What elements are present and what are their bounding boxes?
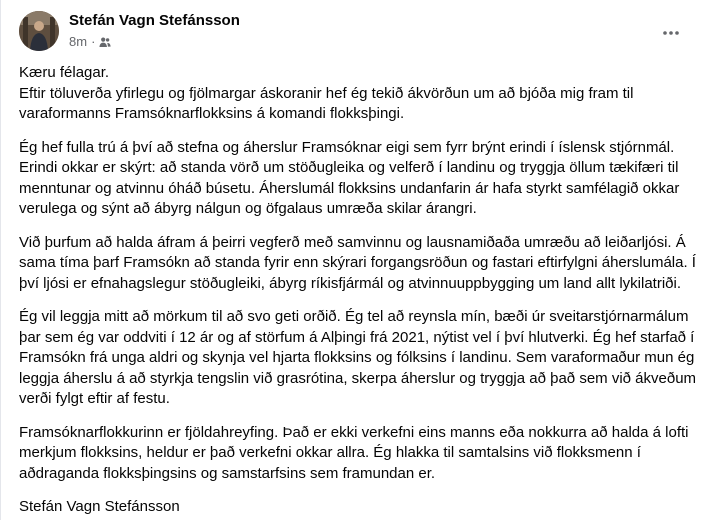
meta-separator: · — [91, 34, 96, 49]
avatar-photo — [19, 11, 59, 51]
more-options-icon — [661, 23, 681, 43]
post-header — [19, 11, 699, 55]
author-name[interactable]: Stefán Vagn Stefánsson — [69, 12, 240, 29]
post-paragraph: Kæru félagar. Eftir töluverða yfirlegu og fjölmargar áskoranir hef ég tekið ákvörðun um að bjóða mig fram til varaformanns Framsóknarflokksins á komandi flokksþingi. — [19, 64, 634, 122]
post-text — [19, 63, 699, 520]
post-paragraph: Framsóknarflokkurinn er fjöldahreyfing. Það er ekki verkefni eins manns eða nokkurra að halda á lofti merkjum flokksins, heldur er það verkefni okkar allra. Ég hlakka til samtalsins við flokksmenn í aðdraganda flokksþingsins og samstarfsins sem framundan er. — [19, 423, 689, 482]
post-time[interactable]: 8m — [69, 34, 88, 49]
post-paragraph: Við þurfum að halda áfram á þeirri vegferð með samvinnu og lausnamiðaða umræðu að leiðarljósi. Á sama tíma þarf Framsókn að standa fyrir enn skýrari forgangsröðun og fastari eftirfylgni áherslumála. Í því ljósi er efnahagslegur stöðugleiki, ábyrg ríkisfjármál og atvinnuuppbygging um land allt lykilatriði. — [19, 233, 696, 292]
avatar[interactable] — [19, 11, 59, 51]
more-options-button[interactable] — [653, 15, 689, 51]
post-paragraph: Ég vil leggja mitt að mörkum til að svo geti orðið. Ég tel að reynsla mín, bæði úr sveitarstjórnarmálum þar sem ég var oddviti í 12 ár og af störfum á Alþingi frá 2021, nýtist vel í því hlutverki. Ég hef starfað í Framsókn frá unga aldri og skynja vel hjarta flokksins og fólksins í landinu. Sem varaformaður mun ég leggja áherslu á að styrkja tengslin við grasrótina, skerpa áherslur og tryggja að það sem við ákveðum verði fylgt eftir af festu. — [19, 308, 697, 407]
post-signature: Stefán Vagn Stefánsson — [19, 498, 180, 515]
friends-icon[interactable] — [99, 36, 111, 48]
post-meta — [69, 34, 111, 49]
post-paragraph: Ég hef fulla trú á því að stefna og áherslur Framsóknar eigi sem fyrr brýnt erindi í íslensk stjórnmál. Erindi okkar er skýrt: að standa vörð um stöðugleika og velferð í landinu og tryggja öllum tækifæri til menntunar og atvinnu óháð búsetu. Áherslumál flokksins undanfarin ár hafa styrkt samfélagið okkar verulega og sýnt að ábyrg nálgun og öfgalaus umræða skilar árangri. — [19, 138, 680, 217]
